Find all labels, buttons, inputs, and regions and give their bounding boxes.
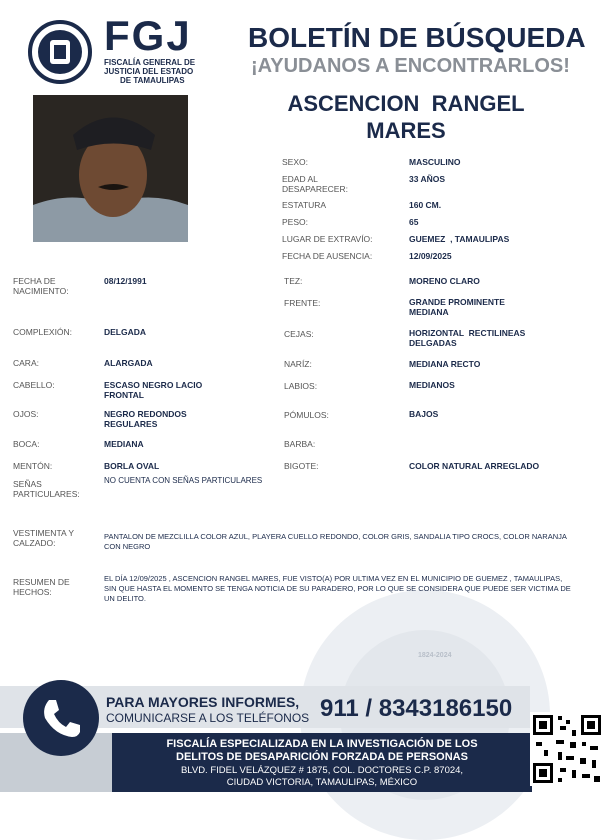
skin-value: MORENO CLARO <box>409 276 480 286</box>
logo-line3: DE TAMAULIPAS <box>120 76 185 85</box>
chin-value: BORLA OVAL <box>104 461 160 471</box>
clothing-label: VESTIMENTA Y CALZADO: <box>13 528 75 548</box>
absence-date-label: FECHA DE AUSENCIA: <box>282 251 373 261</box>
footer-line1: FISCALÍA ESPECIALIZADA EN LA INVESTIGACIÓN DE LOS <box>166 738 478 750</box>
clothing-value: PANTALON DE MEZCLILLA COLOR AZUL, PLAYERA CUELLO REDONDO, COLOR GRIS, SANDALIA TIPO CROCS, COLOR NARANJA CON NEGRO <box>104 532 567 551</box>
logo-short: FGJ <box>104 12 192 59</box>
marks-value: NO CUENTA CON SEÑAS PARTICULARES <box>104 476 263 485</box>
eyebrows-value: HORIZONTAL RECTILINEAS DELGADAS <box>409 328 526 348</box>
height-value: 160 CM. <box>409 200 442 210</box>
hair-label: CABELLO: <box>13 380 55 390</box>
mouth-value: MEDIANA <box>104 439 144 449</box>
lips-value: MEDIANOS <box>409 380 455 390</box>
hair-value: ESCASO NEGRO LACIO FRONTAL <box>104 380 203 400</box>
age-value: 33 AÑOS <box>409 174 446 184</box>
nose-value: MEDIANA RECTO <box>409 359 481 369</box>
nose-label: NARÍZ: <box>284 359 312 369</box>
footer-line4: CIUDAD VICTORIA, TAMAULIPAS, MÉXICO <box>226 777 418 788</box>
person-photo <box>33 95 188 242</box>
sex-value: MASCULINO <box>409 157 461 167</box>
eyes-value: NEGRO REDONDOS REGULARES <box>104 409 187 429</box>
weight-value: 65 <box>409 217 419 227</box>
face-value: ALARGADA <box>104 358 153 368</box>
fgj-logo-icon <box>28 20 92 84</box>
birthdate-value: 08/12/1991 <box>104 276 147 286</box>
mustache-value: COLOR NATURAL ARREGLADO <box>409 461 540 471</box>
mouth-label: BOCA: <box>13 439 40 449</box>
footer-line2: DELITOS DE DESAPARICIÓN FORZADA DE PERSONAS <box>176 751 468 763</box>
contact-phone[interactable]: 911 / 8343186150 <box>320 695 513 722</box>
cheekbones-value: BAJOS <box>409 409 439 419</box>
sex-label: SEXO: <box>282 157 308 167</box>
mustache-label: BIGOTE: <box>284 461 319 471</box>
contact-line1: PARA MAYORES INFORMES, <box>106 694 300 710</box>
qr-code-icon[interactable] <box>530 712 604 786</box>
forehead-value: GRANDE PROMINENTE MEDIANA <box>409 297 505 317</box>
height-label: ESTATURA <box>282 200 327 210</box>
build-value: DELGADA <box>104 327 147 337</box>
watermark-years: 1824-2024 <box>418 652 452 659</box>
age-label: EDAD AL DESAPARECER: <box>282 174 348 194</box>
chin-label: MENTÓN: <box>13 461 53 471</box>
footer-line3: BLVD. FIDEL VELÁZQUEZ # 1875, COL. DOCTORES C.P. 87024, <box>180 765 464 776</box>
place-value: GUEMEZ , TAMAULIPAS <box>409 234 510 244</box>
absence-date-value: 12/09/2025 <box>409 251 452 261</box>
birthdate-label: FECHA DE NACIMIENTO: <box>13 276 69 296</box>
build-label: COMPLEXIÓN: <box>13 327 73 337</box>
contact-line2: COMUNICARSE A LOS TELÉFONOS <box>106 711 310 725</box>
logo-line1: FISCALÍA GENERAL DE <box>104 58 196 67</box>
bulletin-title: BOLETÍN DE BÚSQUEDA <box>248 22 586 53</box>
person-name-line1: ASCENCION RANGEL <box>287 91 525 116</box>
phone-icon <box>23 680 99 756</box>
eyebrows-label: CEJAS: <box>284 329 314 339</box>
beard-label: BARBA: <box>284 439 316 449</box>
eyes-label: OJOS: <box>13 409 39 419</box>
summary-value: EL DÍA 12/09/2025 , ASCENCION RANGEL MARES, FUE VISTO(A) POR ULTIMA VEZ EN EL MUNICIPIO DE GUEMEZ , TAMAULIPAS, SIN QUE HASTA EL MOMENTO SE TENGA NOTICIA DE SU PARADERO, POR LO QUE SE CONSIDERA QUE PUEDE SER VICTIMA DE UN DELITO. <box>104 574 571 603</box>
person-name-line2: MARES <box>366 118 446 143</box>
lips-label: LABIOS: <box>284 381 318 391</box>
logo-line2: JUSTICIA DEL ESTADO <box>104 67 194 76</box>
skin-label: TEZ: <box>284 276 303 286</box>
place-label: LUGAR DE EXTRAVÍO: <box>282 234 373 244</box>
summary-label: RESUMEN DE HECHOS: <box>13 577 70 597</box>
face-label: CARA: <box>13 358 39 368</box>
cheekbones-label: PÓMULOS: <box>284 410 329 420</box>
forehead-label: FRENTE: <box>284 298 321 308</box>
bulletin-subtitle: ¡AYUDANOS A ENCONTRARLOS! <box>251 55 570 77</box>
marks-label: SEÑAS PARTICULARES: <box>13 479 80 499</box>
weight-label: PESO: <box>282 217 308 227</box>
